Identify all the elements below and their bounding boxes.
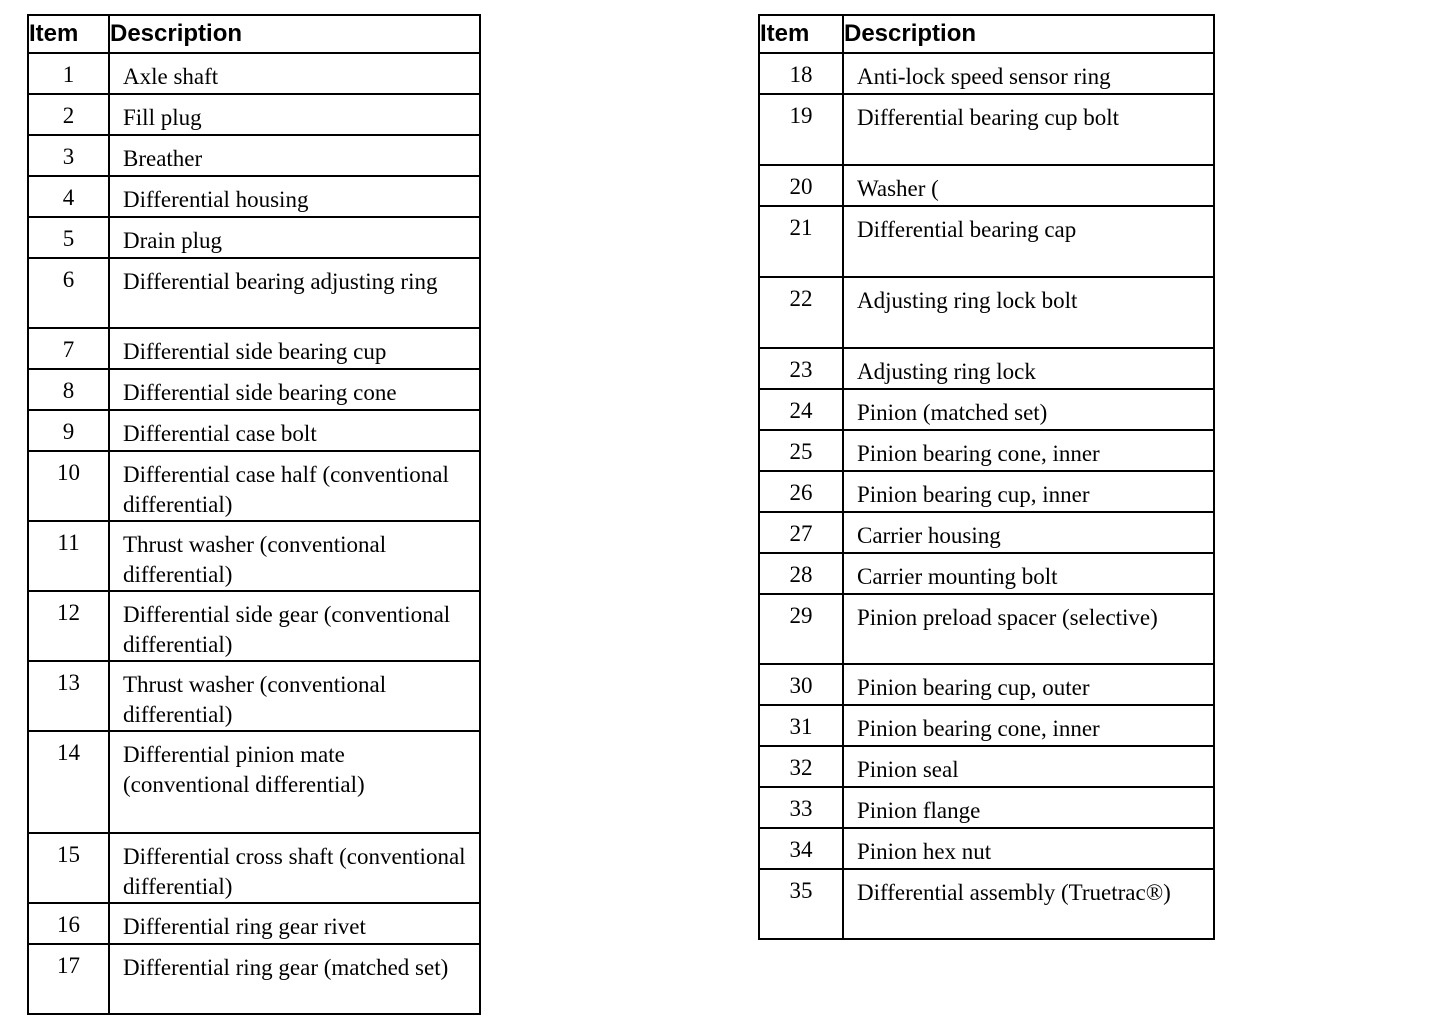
item-number: 20	[759, 165, 843, 206]
table-row	[759, 471, 1214, 512]
table-row	[759, 828, 1214, 869]
table-row	[759, 277, 1214, 348]
item-number: 27	[759, 512, 843, 553]
table-row	[28, 591, 480, 661]
item-description: Drain plug	[109, 217, 480, 258]
item-description: Differential ring gear (matched set)	[109, 944, 480, 1014]
item-number: 15	[28, 833, 109, 903]
table-row	[759, 94, 1214, 165]
item-description: Adjusting ring lock bolt	[843, 277, 1214, 348]
item-number: 16	[28, 903, 109, 944]
item-number: 28	[759, 553, 843, 594]
item-description: Pinion preload spacer (selective)	[843, 594, 1214, 664]
table-row	[28, 258, 480, 328]
item-number: 24	[759, 389, 843, 430]
item-description: Fill plug	[109, 94, 480, 135]
item-number: 32	[759, 746, 843, 787]
item-number: 5	[28, 217, 109, 258]
table-header-row	[28, 15, 480, 53]
item-description: Differential ring gear rivet	[109, 903, 480, 944]
item-description: Differential assembly (Truetrac®)	[843, 869, 1214, 939]
parts-table-left	[27, 14, 481, 1015]
item-number: 13	[28, 661, 109, 731]
table-row	[28, 53, 480, 94]
item-number: 10	[28, 451, 109, 521]
item-number: 22	[759, 277, 843, 348]
item-description: Pinion seal	[843, 746, 1214, 787]
item-description: Adjusting ring lock	[843, 348, 1214, 389]
table-row	[28, 833, 480, 903]
item-description: Differential case bolt	[109, 410, 480, 451]
header-description: Description	[109, 15, 480, 53]
table-row	[28, 521, 480, 591]
item-description: Carrier housing	[843, 512, 1214, 553]
item-number: 19	[759, 94, 843, 165]
item-description: Differential housing	[109, 176, 480, 217]
header-description: Description	[843, 15, 1214, 53]
table-row	[759, 553, 1214, 594]
table-row	[759, 165, 1214, 206]
item-description: Washer (	[843, 165, 1214, 206]
item-number: 12	[28, 591, 109, 661]
item-number: 31	[759, 705, 843, 746]
item-description: Thrust washer (conventional differential)	[109, 661, 480, 731]
item-number: 4	[28, 176, 109, 217]
item-description: Differential side bearing cone	[109, 369, 480, 410]
item-description: Pinion flange	[843, 787, 1214, 828]
table-row	[28, 661, 480, 731]
table-row	[759, 348, 1214, 389]
item-description: Pinion hex nut	[843, 828, 1214, 869]
item-number: 25	[759, 430, 843, 471]
parts-table-right	[758, 14, 1215, 940]
table-row	[28, 369, 480, 410]
item-number: 17	[28, 944, 109, 1014]
item-number: 30	[759, 664, 843, 705]
item-number: 6	[28, 258, 109, 328]
item-number: 2	[28, 94, 109, 135]
table-row	[759, 664, 1214, 705]
item-number: 23	[759, 348, 843, 389]
item-number: 7	[28, 328, 109, 369]
item-description: Differential side gear (conventional differential)	[109, 591, 480, 661]
item-number: 34	[759, 828, 843, 869]
table-row	[759, 512, 1214, 553]
table-row	[28, 328, 480, 369]
item-number: 14	[28, 731, 109, 833]
item-number: 26	[759, 471, 843, 512]
table-row	[759, 705, 1214, 746]
item-description: Differential cross shaft (conventional differential)	[109, 833, 480, 903]
item-description: Differential side bearing cup	[109, 328, 480, 369]
table-row	[28, 217, 480, 258]
item-description: Anti-lock speed sensor ring	[843, 53, 1214, 94]
item-description: Axle shaft	[109, 53, 480, 94]
item-description: Pinion bearing cone, inner	[843, 430, 1214, 471]
table-row	[28, 410, 480, 451]
header-item: Item	[759, 15, 843, 53]
item-description: Differential pinion mate (conventional differential)	[109, 731, 480, 833]
item-description: Differential bearing cap	[843, 206, 1214, 277]
item-description: Breather	[109, 135, 480, 176]
table-row	[759, 430, 1214, 471]
item-number: 29	[759, 594, 843, 664]
item-description: Differential case half (conventional differential)	[109, 451, 480, 521]
table-row	[759, 594, 1214, 664]
table-row	[28, 94, 480, 135]
item-description: Differential bearing cup bolt	[843, 94, 1214, 165]
item-number: 18	[759, 53, 843, 94]
item-description: Pinion bearing cone, inner	[843, 705, 1214, 746]
item-number: 3	[28, 135, 109, 176]
item-number: 8	[28, 369, 109, 410]
item-description: Pinion bearing cup, outer	[843, 664, 1214, 705]
item-number: 33	[759, 787, 843, 828]
table-row	[28, 903, 480, 944]
table-row	[759, 206, 1214, 277]
table-row	[28, 731, 480, 833]
item-number: 35	[759, 869, 843, 939]
table-header-row	[759, 15, 1214, 53]
item-number: 21	[759, 206, 843, 277]
table-row	[28, 451, 480, 521]
item-number: 1	[28, 53, 109, 94]
item-description: Pinion bearing cup, inner	[843, 471, 1214, 512]
item-description: Pinion (matched set)	[843, 389, 1214, 430]
table-row	[759, 787, 1214, 828]
table-row	[759, 869, 1214, 939]
table-row	[28, 135, 480, 176]
item-description: Carrier mounting bolt	[843, 553, 1214, 594]
header-item: Item	[28, 15, 109, 53]
item-number: 9	[28, 410, 109, 451]
item-description: Differential bearing adjusting ring	[109, 258, 480, 328]
table-row	[759, 746, 1214, 787]
table-row	[759, 53, 1214, 94]
table-row	[759, 389, 1214, 430]
item-number: 11	[28, 521, 109, 591]
table-row	[28, 944, 480, 1014]
table-row	[28, 176, 480, 217]
item-description: Thrust washer (conventional differential)	[109, 521, 480, 591]
